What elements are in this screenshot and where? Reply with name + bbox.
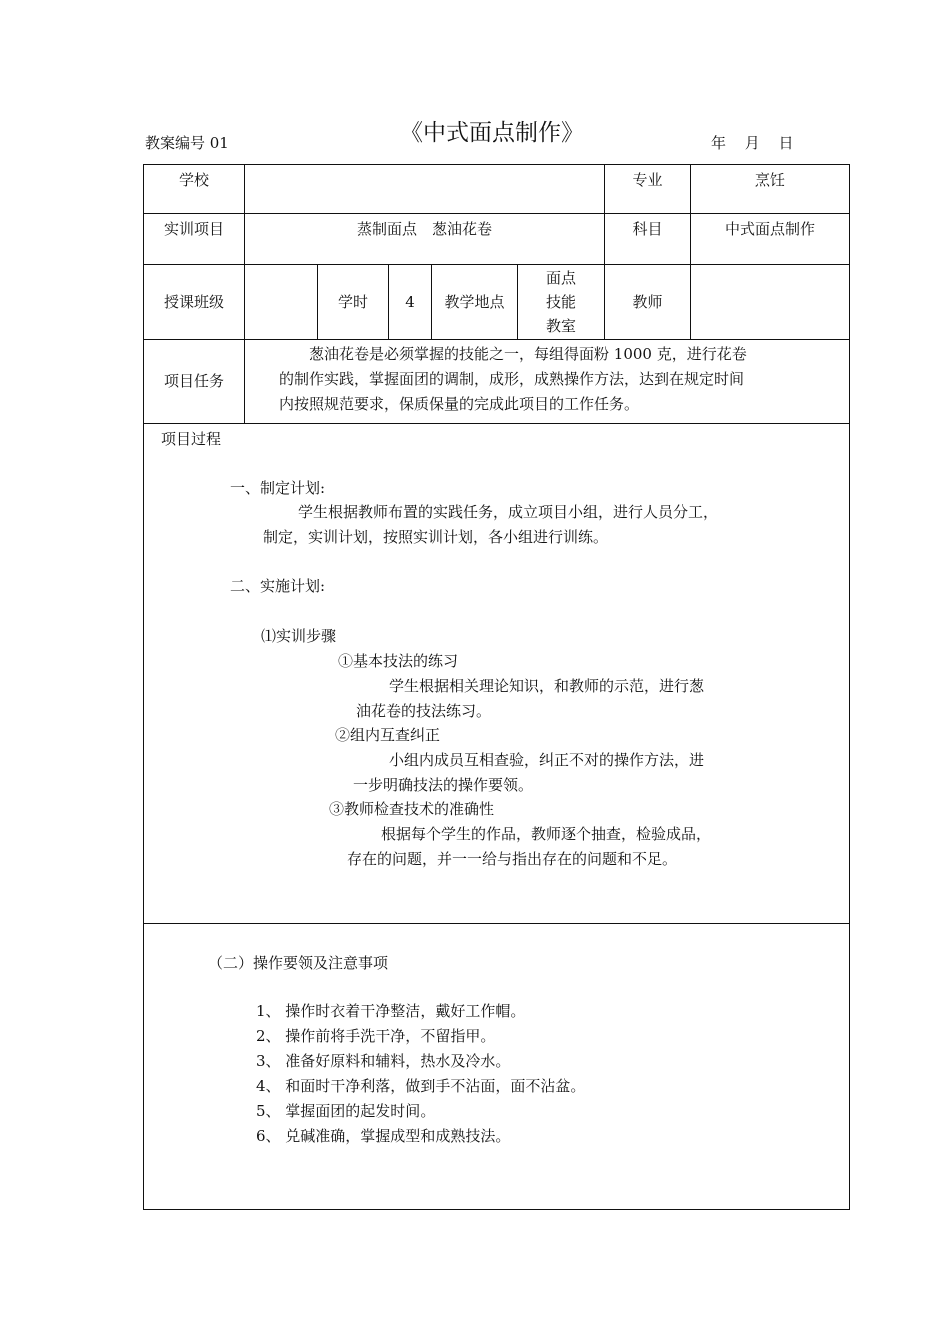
step2-line-1: 小组内成员互相查验，纠正不对的操作方法，进 [389, 751, 705, 769]
class-value [245, 265, 318, 340]
plan-line-1: 学生根据教师布置的实践任务，成立项目小组，进行人员分工， [298, 503, 719, 521]
row-task [144, 340, 850, 424]
note-item: 2、 操作前将手洗干净，不留指甲。 [256, 1027, 496, 1045]
major-value: 烹饪 [691, 165, 850, 214]
plan-line-2: 制定，实训计划，按照实训计划，各小组进行训练。 [263, 528, 609, 546]
location-value [518, 265, 605, 340]
steps-heading: ⑴实训步骤 [261, 627, 337, 645]
row-project [144, 214, 850, 265]
teacher-label: 教师 [605, 265, 691, 340]
subject-value: 中式面点制作 [691, 214, 850, 265]
step1-line-1: 学生根据相关理论知识，和教师的示范，进行葱 [389, 677, 705, 695]
school-value [245, 165, 605, 214]
project-value: 蒸制面点 葱油花卷 [245, 214, 605, 265]
subject-label: 科目 [605, 214, 691, 265]
step2-title: ②组内互查纠正 [335, 726, 441, 744]
location-value-line-3: 教室 [546, 317, 577, 335]
process-cell [144, 424, 850, 924]
class-label: 授课班级 [144, 265, 245, 340]
task-label: 项目任务 [144, 340, 245, 424]
task-line-3: 内按照规范要求，保质保量的完成此项目的工作任务。 [279, 395, 640, 413]
task-line-2: 的制作实践，掌握面团的调制，成形，成熟操作方法，达到在规定时间 [279, 370, 745, 388]
location-label: 教学地点 [432, 265, 518, 340]
row-class [144, 265, 850, 340]
note-item: 1、 操作时衣着干净整洁，戴好工作帽。 [256, 1002, 526, 1020]
step2-line-2: 一步明确技法的操作要领。 [353, 776, 534, 794]
teacher-value [691, 265, 850, 340]
step3-line-1: 根据每个学生的作品，教师逐个抽查，检验成品， [381, 825, 712, 843]
step1-line-2: 油花卷的技法练习。 [356, 702, 492, 720]
step1-title: ①基本技法的练习 [338, 652, 459, 670]
row-school [144, 165, 850, 214]
step3-title: ③教师检查技术的准确性 [329, 800, 495, 818]
step3-line-2: 存在的问题，并一一给与指出存在的问题和不足。 [347, 850, 678, 868]
plan-heading: 一、制定计划: [230, 479, 326, 497]
location-value-line-1: 面点 [546, 269, 577, 287]
lesson-number: 教案编号 01 [145, 134, 229, 152]
hours-label: 学时 [318, 265, 389, 340]
task-description [245, 340, 850, 424]
major-label: 专业 [605, 165, 691, 214]
note-item: 6、 兑碱准确，掌握成型和成熟技法。 [256, 1127, 511, 1145]
implementation-heading: 二、实施计划: [230, 577, 326, 595]
project-label: 实训项目 [144, 214, 245, 265]
note-item: 3、 准备好原料和辅料，热水及冷水。 [256, 1052, 511, 1070]
location-value-line-2: 技能 [546, 293, 577, 311]
lesson-plan-table [143, 164, 850, 1210]
process-heading: 项目过程 [161, 430, 222, 448]
date-line: 年 月 日 [711, 134, 794, 152]
school-label: 学校 [144, 165, 245, 214]
row-process [144, 424, 850, 924]
note-item: 5、 掌握面团的起发时间。 [256, 1102, 436, 1120]
task-line-1: 葱油花卷是必须掌握的技能之一，每组得面粉 1000 克，进行花卷 [309, 345, 747, 363]
hours-value: 4 [389, 265, 432, 340]
notes-cell [144, 924, 850, 1210]
notes-heading: （二）操作要领及注意事项 [208, 954, 389, 972]
document-title: 《中式面点制作》 [400, 120, 584, 146]
row-notes [144, 924, 850, 1210]
note-item: 4、 和面时干净利落，做到手不沾面，面不沾盆。 [256, 1077, 586, 1095]
